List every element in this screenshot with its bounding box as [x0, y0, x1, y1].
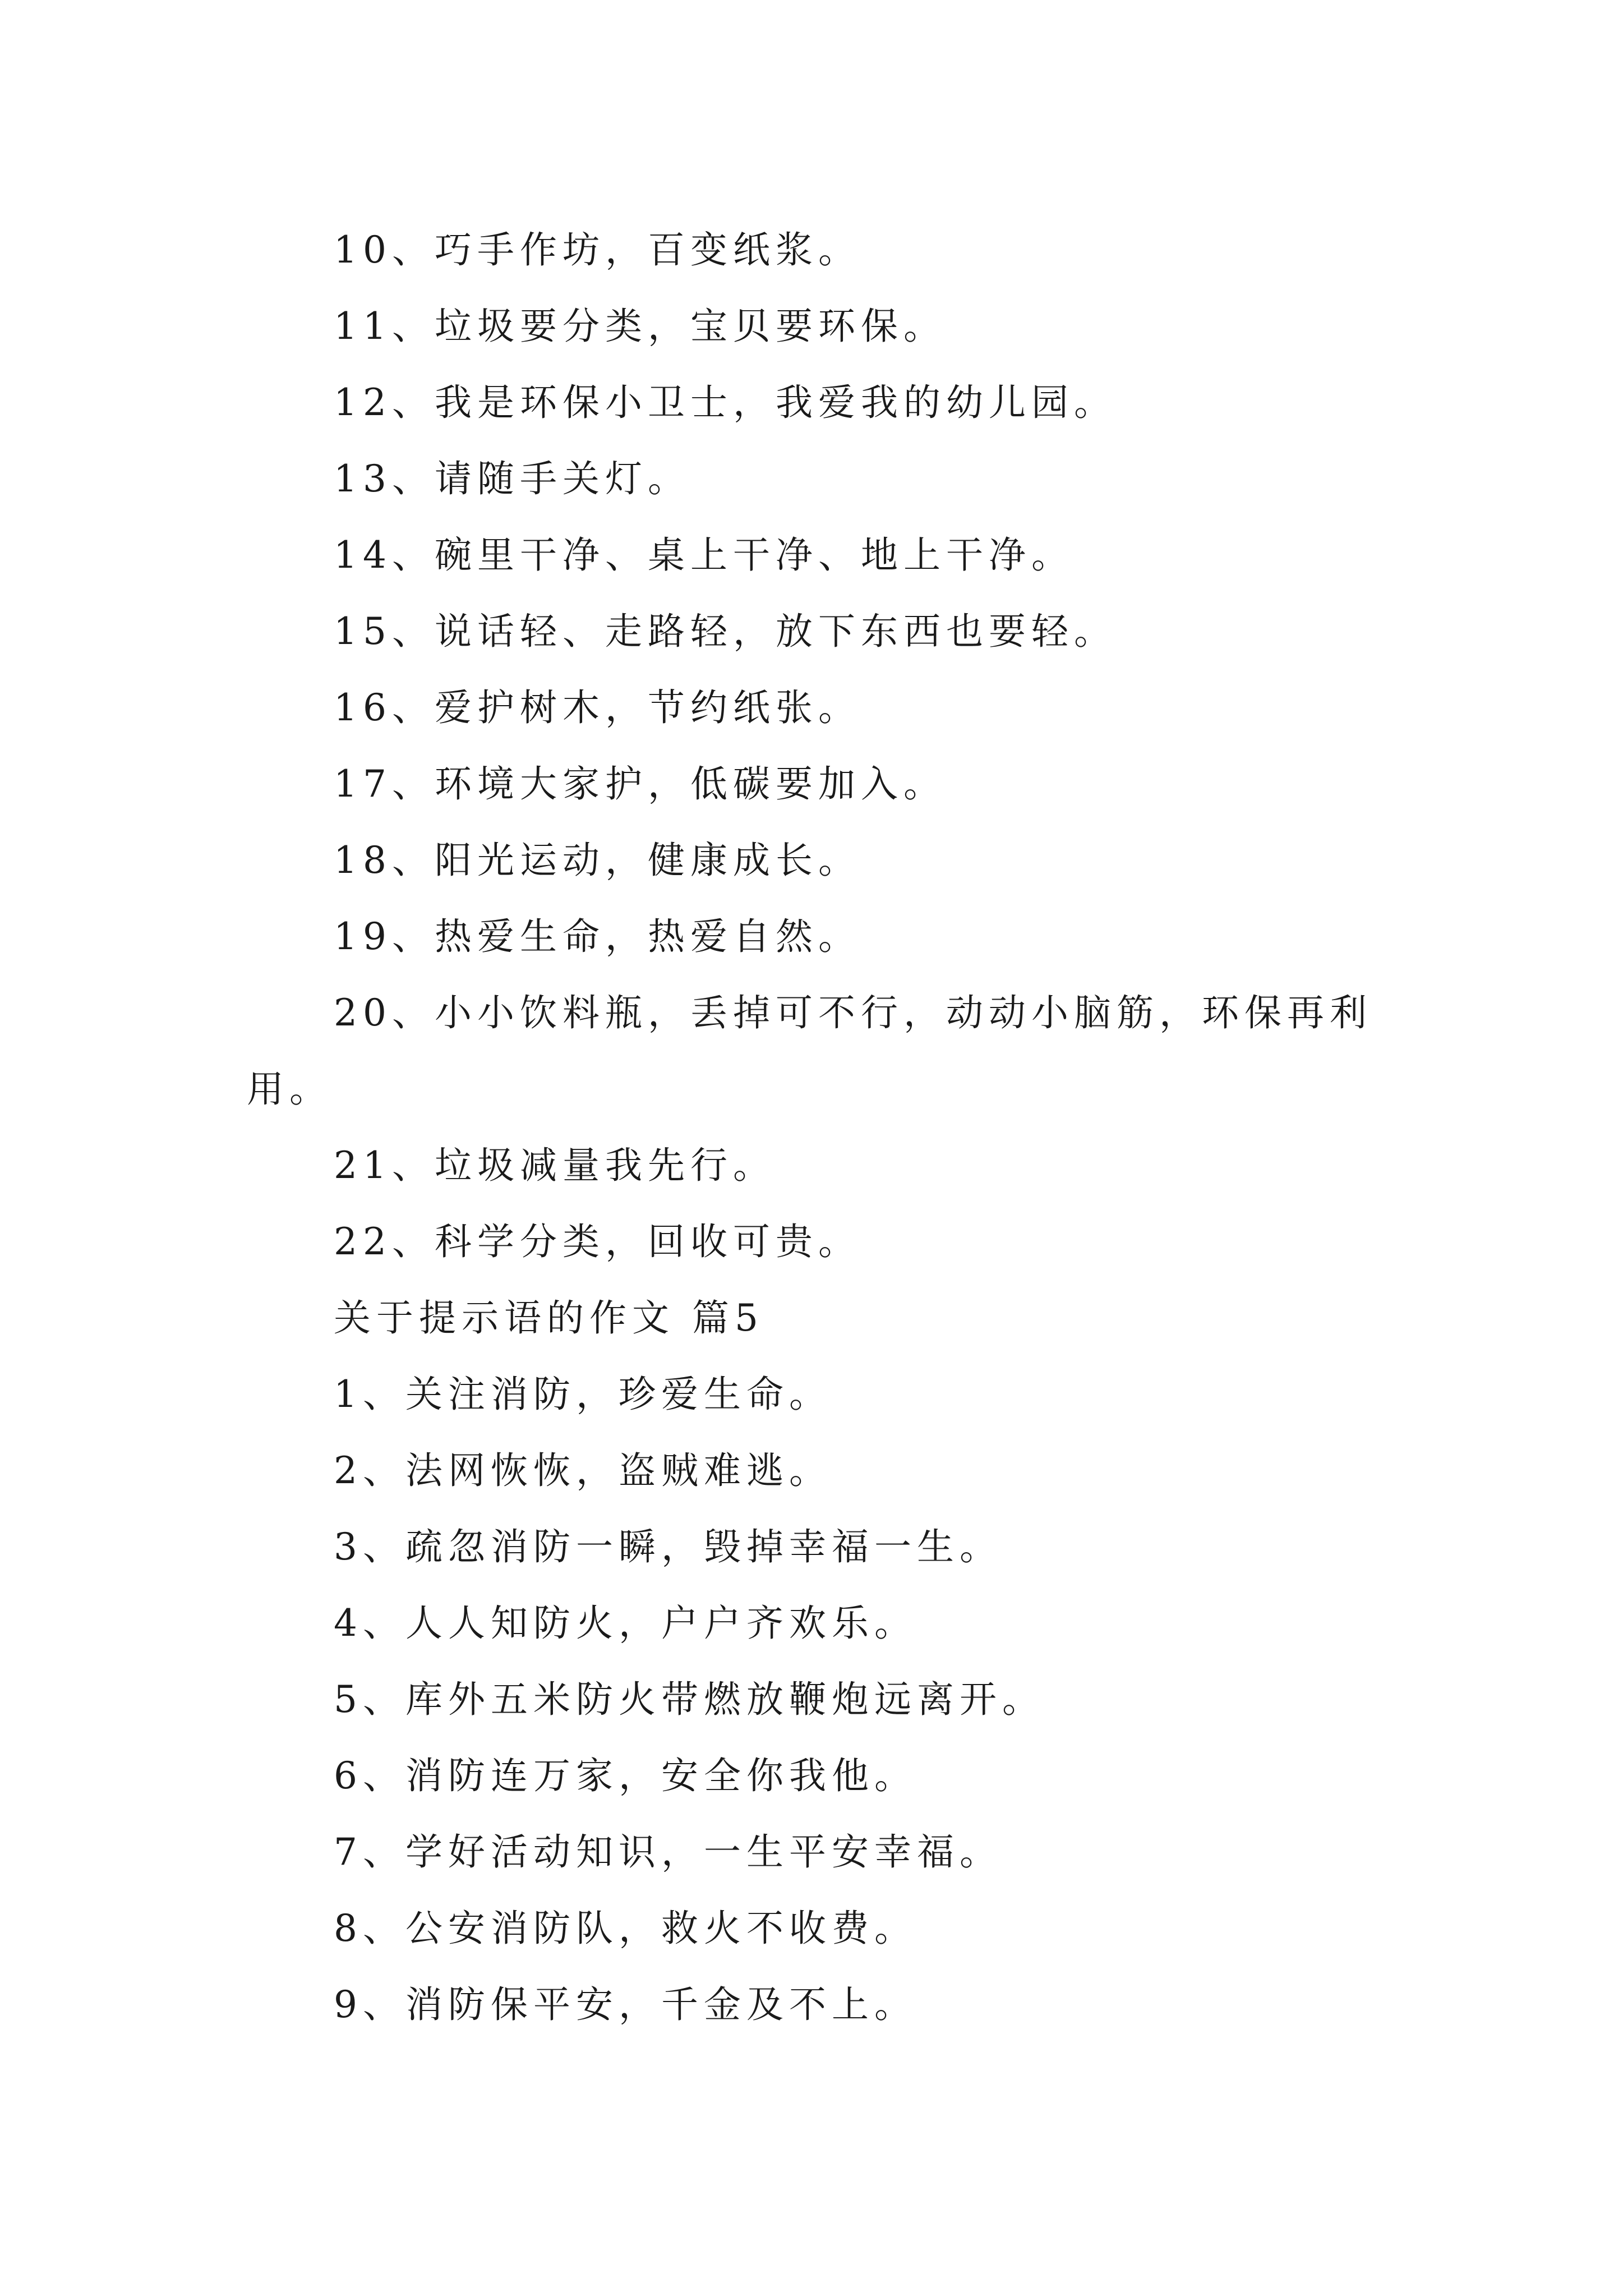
fire-slogan-4: 4、人人知防火，户户齐欢乐。 — [334, 1602, 917, 1645]
document-body — [247, 212, 1402, 2043]
slogan-line-10: 10、巧手作坊，百变纸浆。 — [334, 228, 861, 272]
fire-slogan-9: 9、消防保平安，千金及不上。 — [334, 1983, 917, 2026]
fire-slogan-6: 6、消防连万家，安全你我他。 — [334, 1754, 917, 1797]
slogan-line-21: 21、垃圾减量我先行。 — [334, 1144, 776, 1187]
slogan-line-11: 11、垃圾要分类，宝贝要环保。 — [334, 305, 946, 348]
fire-slogan-8: 8、公安消防队，救火不收费。 — [334, 1907, 917, 1950]
slogan-line-15: 15、说话轻、走路轻，放下东西也要轻。 — [334, 610, 1117, 653]
slogan-line-22: 22、科学分类，回收可贵。 — [334, 1220, 861, 1263]
slogan-line-20: 20、小小饮料瓶，丢掉可不行，动动小脑筋，环保再利 — [334, 991, 1372, 1034]
slogan-line-20-continuation: 用。 — [247, 1068, 332, 1111]
fire-slogan-5: 5、库外五米防火带燃放鞭炮远离开。 — [334, 1678, 1045, 1721]
section-heading: 关于提示语的作文 篇5 — [334, 1296, 764, 1340]
slogan-line-12: 12、我是环保小卫士，我爱我的幼儿园。 — [334, 381, 1117, 424]
slogan-line-18: 18、阳光运动，健康成长。 — [334, 839, 861, 882]
slogan-line-14: 14、碗里干净、桌上干净、地上干净。 — [334, 533, 1074, 577]
fire-slogan-3: 3、疏忽消防一瞬，毁掉幸福一生。 — [334, 1525, 1002, 1568]
slogan-line-17: 17、环境大家护，低碳要加入。 — [334, 762, 946, 806]
fire-slogan-2: 2、法网恢恢，盗贼难逃。 — [334, 1449, 832, 1492]
fire-slogan-7: 7、学好活动知识，一生平安幸福。 — [334, 1830, 1002, 1874]
slogan-line-16: 16、爱护树木，节约纸张。 — [334, 686, 861, 729]
slogan-line-13: 13、请随手关灯。 — [334, 457, 690, 500]
fire-slogan-1: 1、关注消防，珍爱生命。 — [334, 1373, 832, 1416]
slogan-line-19: 19、热爱生命，热爱自然。 — [334, 915, 861, 958]
